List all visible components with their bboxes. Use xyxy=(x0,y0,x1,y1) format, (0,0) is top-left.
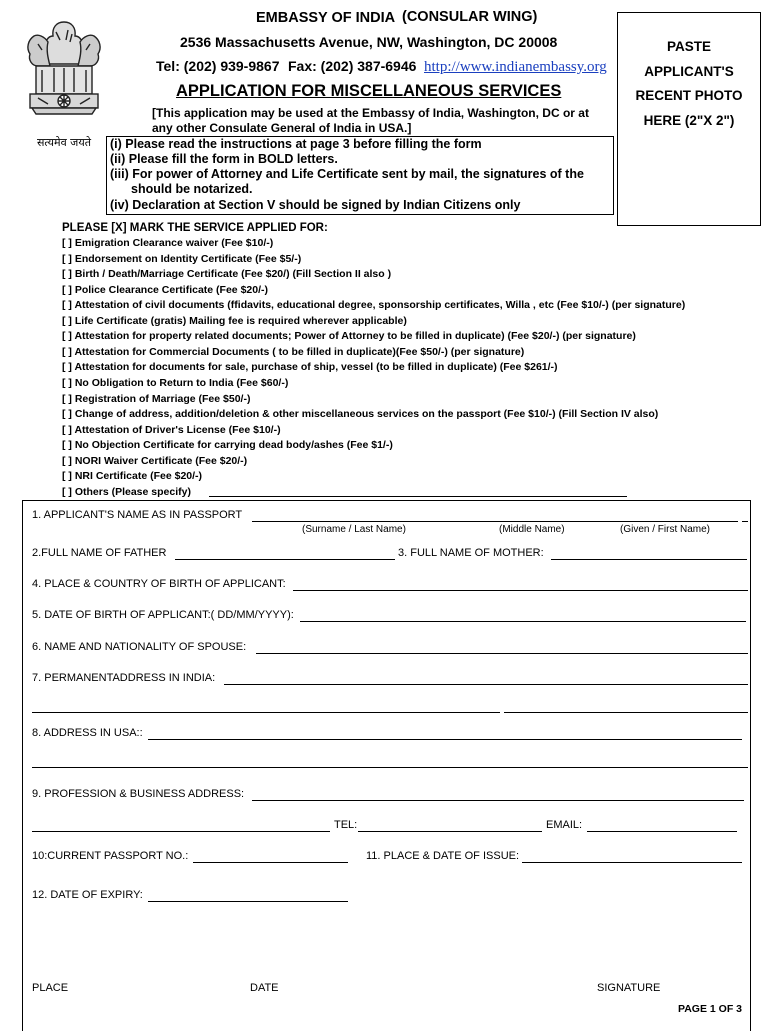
field-tel-label: TEL: xyxy=(334,819,358,831)
birth-place-input[interactable] xyxy=(293,590,748,591)
service-option-5[interactable]: [ ] Attestation of civil documents (ffidavits, educational degree, sponsorship certificates, Willa , etc (Fee $10/-) (per signature) xyxy=(62,299,686,312)
date-label: DATE xyxy=(250,982,279,994)
service-option-13[interactable]: [ ] Attestation of Driver's License (Fee $10/-) xyxy=(62,423,281,436)
father-name-input[interactable] xyxy=(175,559,395,560)
instructions-box xyxy=(106,136,614,215)
field-applicant-name-label: 1. APPLICANT'S NAME AS IN PASSPORT xyxy=(32,509,243,521)
instruction-iii: (iii) For power of Attorney and Life Certificate sent by mail, the signatures of the xyxy=(110,167,584,181)
others-specify-line[interactable] xyxy=(209,496,627,497)
given-name-hint: (Given / First Name) xyxy=(620,524,711,535)
service-option-12[interactable]: [ ] Change of address, addition/deletion & other miscellaneous services on the passport (Fee $10/-) (Fill Section IV also) xyxy=(62,408,659,421)
issue-input[interactable] xyxy=(522,862,742,863)
photo-label-line3: RECENT PHOTO xyxy=(635,88,743,103)
field-india-address-label: 7. PERMANENTADDRESS IN INDIA: xyxy=(32,672,216,684)
passport-no-input[interactable] xyxy=(193,862,348,863)
page-number: PAGE 1 OF 3 xyxy=(678,1003,742,1015)
instruction-iv: (iv) Declaration at Section V should be signed by Indian Citizens only xyxy=(110,198,521,212)
place-label: PLACE xyxy=(32,982,69,994)
tel-input[interactable] xyxy=(358,831,542,832)
field-birth-place-label: 4. PLACE & COUNTRY OF BIRTH OF APPLICANT: xyxy=(32,578,286,590)
spouse-input[interactable] xyxy=(256,653,748,654)
service-option-16[interactable]: [ ] NRI Certificate (Fee $20/-) xyxy=(62,470,203,483)
service-option-8[interactable]: [ ] Attestation for Commercial Documents ( to be filled in duplicate)(Fee $50/-) (per signature) xyxy=(62,345,525,358)
applicant-name-input[interactable] xyxy=(252,521,738,522)
service-option-4[interactable]: [ ] Police Clearance Certificate (Fee $20/-) xyxy=(62,283,268,296)
embassy-tel: Tel: (202) 939-9867 xyxy=(156,58,280,74)
profession-input-line2[interactable] xyxy=(32,831,330,832)
field-expiry-label: 12. DATE OF EXPIRY: xyxy=(32,889,143,901)
field-issue-label: 11. PLACE & DATE OF ISSUE: xyxy=(366,850,520,862)
signature-label: SIGNATURE xyxy=(597,982,661,994)
embassy-fax: Fax: (202) 387-6946 xyxy=(288,58,417,74)
mother-name-input[interactable] xyxy=(551,559,747,560)
service-option-6[interactable]: [ ] Life Certificate (gratis) Mailing fee is required wherever applicable) xyxy=(62,314,407,327)
applicant-name-input-end xyxy=(742,521,748,522)
page-title: APPLICATION FOR MISCELLANEOUS SERVICES xyxy=(176,82,562,100)
dob-input[interactable] xyxy=(300,621,746,622)
consular-wing: (CONSULAR WING) xyxy=(402,9,538,25)
service-option-15[interactable]: [ ] NORI Waiver Certificate (Fee $20/-) xyxy=(62,454,248,467)
emblem-motto: सत्यमेव जयते xyxy=(36,136,92,149)
photo-label-line1: PASTE xyxy=(666,39,711,54)
embassy-address: 2536 Massachusetts Avenue, NW, Washington, DC 20008 xyxy=(180,34,558,50)
service-option-11[interactable]: [ ] Registration of Marriage (Fee $50/-) xyxy=(62,392,251,405)
field-passport-no-label: 10:CURRENT PASSPORT NO.: xyxy=(32,850,189,862)
middle-name-hint: (Middle Name) xyxy=(499,524,565,535)
instruction-ii: (ii) Please fill the form in BOLD letters. xyxy=(110,152,338,166)
service-option-3[interactable]: [ ] Birth / Death/Marriage Certificate (Fee $20/) (Fill Section II also ) xyxy=(62,268,392,281)
service-option-10[interactable]: [ ] No Obligation to Return to India (Fee $60/-) xyxy=(62,376,289,389)
field-mother-name-label: 3. FULL NAME OF MOTHER: xyxy=(398,547,544,559)
service-option-9[interactable]: [ ] Attestation for documents for sale, purchase of ship, vessel (to be filled in duplicate) (Fee $261/-) xyxy=(62,361,558,374)
field-dob-label: 5. DATE OF BIRTH OF APPLICANT:( DD/MM/YYYY): xyxy=(32,609,294,621)
profession-input[interactable] xyxy=(252,800,744,801)
instruction-i: (i) Please read the instructions at page 3 before filling the form xyxy=(110,137,482,151)
india-address-input-line2[interactable] xyxy=(32,712,500,713)
service-option-14[interactable]: [ ] No Objection Certificate for carrying dead body/ashes (Fee $1/-) xyxy=(62,439,393,452)
india-address-input-line2b[interactable] xyxy=(504,712,748,713)
embassy-website-link[interactable]: http://www.indianembassy.org xyxy=(424,59,607,75)
field-father-name-label: 2.FULL NAME OF FATHER xyxy=(32,547,167,559)
expiry-input[interactable] xyxy=(148,901,348,902)
photo-label-line2: APPLICANT'S xyxy=(644,64,734,79)
surname-hint: (Surname / Last Name) xyxy=(302,524,406,535)
india-address-input[interactable] xyxy=(224,684,748,685)
field-usa-address-label: 8. ADDRESS IN USA:: xyxy=(32,727,143,739)
email-input[interactable] xyxy=(587,831,737,832)
usa-address-input-line2[interactable] xyxy=(32,767,748,768)
national-emblem-icon xyxy=(20,14,108,154)
instruction-iii-cont: should be notarized. xyxy=(131,182,253,196)
photo-box xyxy=(617,12,761,226)
service-option-17[interactable]: [ ] Others (Please specify) xyxy=(62,485,191,498)
field-email-label: EMAIL: xyxy=(546,819,583,831)
usage-note-line1: [This application may be used at the Embassy of India, Washington, DC or at xyxy=(152,106,589,120)
usa-address-input[interactable] xyxy=(148,739,742,740)
usage-note-line2: any other Consulate General of India in USA.] xyxy=(152,121,412,135)
field-profession-label: 9. PROFESSION & BUSINESS ADDRESS: xyxy=(32,788,245,800)
photo-label-line4: HERE (2"X 2") xyxy=(643,113,735,128)
embassy-name: EMBASSY OF INDIA xyxy=(256,10,396,26)
service-option-1[interactable]: [ ] Emigration Clearance waiver (Fee $10/-) xyxy=(62,237,274,249)
service-option-2[interactable]: [ ] Endorsement on Identity Certificate (Fee $5/-) xyxy=(62,252,302,265)
services-heading: PLEASE [X] MARK THE SERVICE APPLIED FOR: xyxy=(62,222,328,234)
service-option-7[interactable]: [ ] Attestation for property related documents; Power of Attorney to be filled in duplicate) (Fee $20/-) (per signature) xyxy=(62,330,636,343)
field-spouse-label: 6. NAME AND NATIONALITY OF SPOUSE: xyxy=(32,641,247,653)
